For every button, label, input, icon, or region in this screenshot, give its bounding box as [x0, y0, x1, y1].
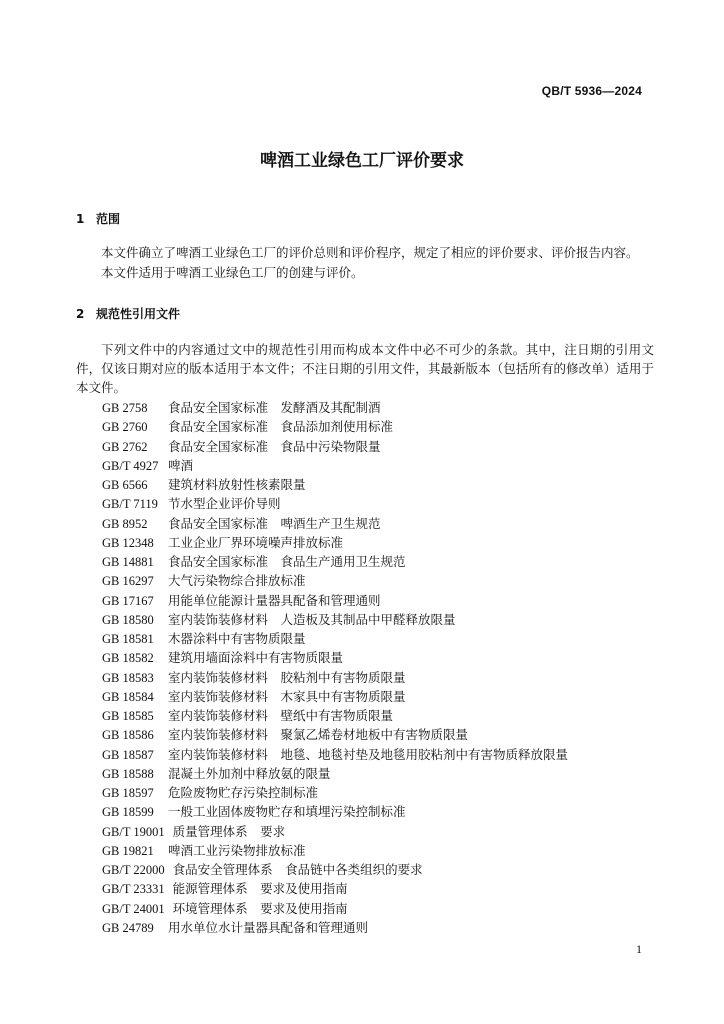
reference-title: 环境管理体系 要求及使用指南: [172, 900, 348, 916]
standard-code: QB/T 5936—2024: [541, 84, 642, 98]
section-title: 范围: [96, 212, 121, 226]
reference-item: [102, 860, 568, 879]
reference-item: [102, 456, 568, 475]
document-title: 啤酒工业绿色工厂评价要求: [260, 151, 464, 171]
reference-code: GB 16297: [102, 574, 154, 589]
reference-item: [102, 822, 568, 841]
reference-title: 室内装饰装修材料 壁纸中有害物质限量: [168, 708, 394, 723]
reference-item: [102, 398, 568, 417]
reference-code: GB 12348: [102, 535, 154, 550]
reference-title: 用水单位水计量器具配备和管理通则: [168, 919, 369, 935]
reference-item: [102, 745, 568, 764]
reference-title: 混凝土外加剂中释放氨的限量: [168, 765, 331, 781]
reference-title: 食品安全国家标准 食品添加剂使用标准: [168, 419, 394, 435]
reference-title: 室内装饰装修材料 木家具中有害物质限量: [168, 688, 406, 704]
reference-code: GB 24789: [102, 920, 154, 935]
reference-title: 大气污染物综合排放标准: [168, 573, 306, 589]
reference-code: GB 18585: [102, 709, 154, 723]
reference-code: GB 18582: [102, 651, 154, 666]
reference-item: [102, 879, 568, 898]
reference-title: 室内装饰装修材料 地毯、地毯衬垫及地毯用胶粘剂中有害物质释放限量: [168, 746, 569, 762]
reference-item: [102, 764, 568, 783]
paragraph: 下列文件中的内容通过文中的规范性引用而构成本文件中必不可少的条款。其中，注日期的引用文件，仅该日期对应的版本适用于本文件；不注日期的引用文件，其最新版本（包括所有的修改单）适用于本文件。: [76, 342, 654, 395]
section-heading-normative-references: [76, 305, 180, 322]
reference-item: [102, 475, 568, 494]
reference-code: GB 6566: [102, 478, 148, 492]
reference-code: GB 18599: [102, 805, 154, 820]
paragraph: 本文件确立了啤酒工业绿色工厂的评价总则和评价程序，规定了相应的评价要求、评价报告内容。: [101, 245, 639, 260]
reference-item: [102, 841, 568, 860]
reference-code: GB 2762: [102, 439, 148, 454]
paragraph: 本文件适用于啤酒工业绿色工厂的创建与评价。: [101, 265, 364, 280]
reference-item: [102, 899, 568, 918]
reference-code: GB/T 23331: [102, 882, 165, 897]
reference-code: GB 18588: [102, 766, 154, 781]
reference-item: [102, 706, 568, 725]
reference-item: [102, 918, 568, 937]
reference-title: 建筑用墙面涂料中有害物质限量: [168, 650, 344, 666]
reference-code: GB 17167: [102, 593, 154, 608]
reference-code: GB 8952: [102, 516, 148, 531]
reference-code: GB 18587: [102, 747, 154, 762]
reference-item: [102, 533, 568, 552]
reference-title: 室内装饰装修材料 胶粘剂中有害物质限量: [168, 669, 406, 685]
reference-title: 食品安全国家标准 发酵酒及其配制酒: [168, 400, 381, 415]
reference-code: GB/T 24001: [102, 901, 165, 916]
reference-item: [102, 417, 568, 436]
reference-code: GB 18581: [102, 632, 154, 646]
reference-title: 建筑材料放射性核素限量: [168, 477, 306, 492]
reference-title: 啤酒: [168, 457, 194, 473]
section-heading-scope: [76, 210, 120, 227]
reference-item: [102, 514, 568, 533]
reference-code: GB 18583: [102, 670, 154, 685]
reference-code: GB/T 19001: [102, 824, 165, 839]
reference-item: [102, 629, 568, 648]
reference-title: 节水型企业评价导则: [168, 496, 281, 512]
reference-title: 木器涂料中有害物质限量: [168, 631, 306, 646]
reference-title: 用能单位能源计量器具配备和管理通则: [168, 592, 381, 608]
reference-code: GB 14881: [102, 555, 154, 569]
reference-code: GB 18580: [102, 612, 154, 627]
reference-title: 啤酒工业污染物排放标准: [168, 842, 306, 858]
reference-title: 一般工业固体废物贮存和填埋污染控制标准: [168, 804, 406, 820]
reference-code: GB/T 7119: [102, 497, 158, 512]
reference-item: [102, 802, 568, 821]
page-number: 1: [636, 942, 642, 956]
reference-item: [102, 437, 568, 456]
reference-title: 食品安全国家标准 食品中污染物限量: [168, 438, 381, 454]
reference-title: 食品安全国家标准 啤酒生产卫生规范: [168, 515, 381, 531]
reference-title: 质量管理体系 要求: [172, 823, 286, 839]
reference-code: GB 19821: [102, 843, 154, 858]
reference-item: [102, 648, 568, 667]
reference-code: GB/T 22000: [102, 863, 165, 877]
reference-item: [102, 610, 568, 629]
reference-item: [102, 783, 568, 802]
reference-item: [102, 725, 568, 744]
reference-title: 室内装饰装修材料 人造板及其制品中甲醛释放限量: [168, 611, 456, 627]
reference-item: [102, 591, 568, 610]
reference-title: 食品安全国家标准 食品生产通用卫生规范: [168, 554, 406, 569]
reference-item: [102, 687, 568, 706]
reference-code: GB 2758: [102, 401, 148, 415]
section-number: 2: [76, 307, 85, 321]
reference-title: 工业企业厂界环境噪声排放标准: [168, 534, 344, 550]
section-number: 1: [76, 212, 85, 226]
reference-code: GB 18584: [102, 689, 154, 704]
reference-item: [102, 668, 568, 687]
reference-list: [102, 398, 568, 937]
reference-code: GB 2760: [102, 420, 148, 435]
reference-title: 室内装饰装修材料 聚氯乙烯卷材地板中有害物质限量: [168, 727, 469, 743]
reference-item: [102, 552, 568, 571]
reference-title: 能源管理体系 要求及使用指南: [172, 881, 348, 897]
section-title: 规范性引用文件: [96, 307, 181, 321]
reference-code: GB 18586: [102, 728, 154, 743]
reference-code: GB/T 4927: [102, 458, 159, 473]
reference-code: GB 18597: [102, 786, 154, 800]
reference-title: 食品安全管理体系 食品链中各类组织的要求: [172, 862, 423, 877]
reference-title: 危险废物贮存污染控制标准: [168, 785, 319, 800]
reference-item: [102, 494, 568, 513]
reference-item: [102, 571, 568, 590]
